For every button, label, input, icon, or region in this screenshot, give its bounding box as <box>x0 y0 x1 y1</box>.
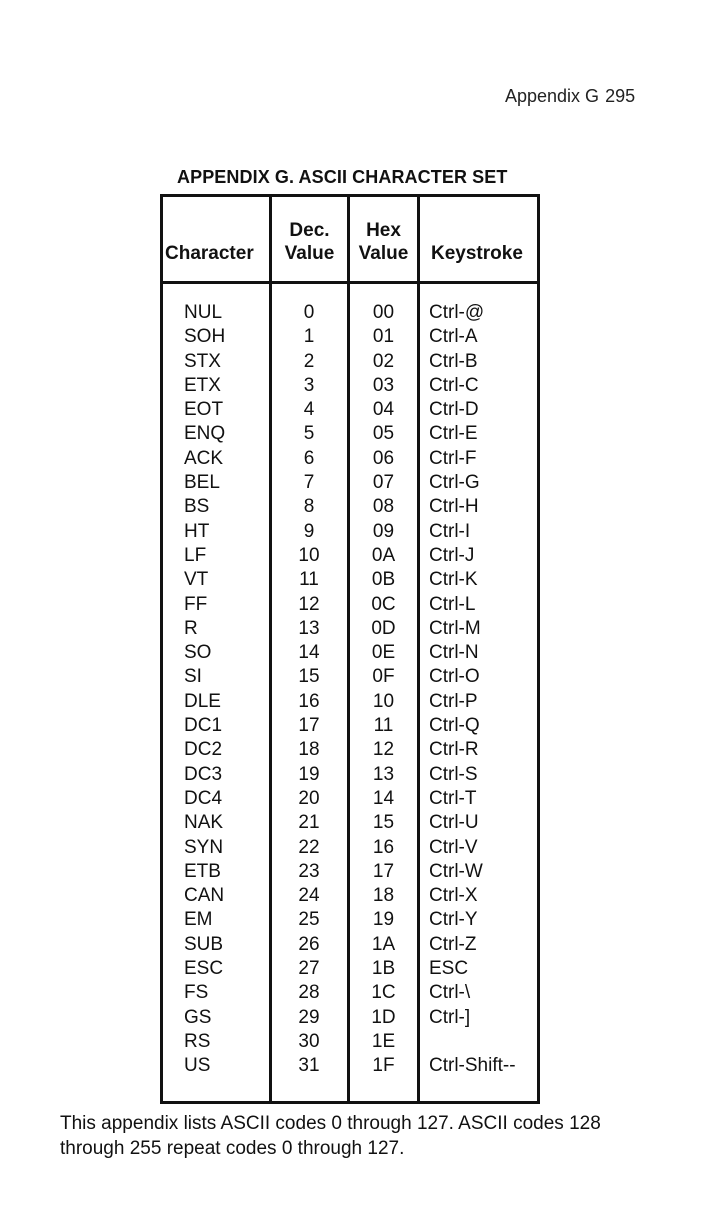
character-cell: ETX <box>184 374 221 396</box>
hex-value-cell: 05 <box>372 423 395 445</box>
hex-value-cell: 00 <box>372 302 395 323</box>
dec-value-cell: 24 <box>298 885 320 907</box>
dec-value-cell: 14 <box>298 642 320 664</box>
hex-value-cell: 02 <box>372 350 395 372</box>
page-number: 295 <box>605 86 636 106</box>
table-row <box>163 908 537 932</box>
dec-value-cell: 13 <box>298 617 320 639</box>
character-cell: DC3 <box>184 763 223 785</box>
dec-value-cell: 31 <box>298 1055 320 1077</box>
table-row <box>163 690 537 714</box>
keystroke-cell: Ctrl-\ <box>429 982 471 1004</box>
keystroke-cell: ESC <box>429 958 469 980</box>
table-row <box>163 374 537 398</box>
hex-value-cell: 1C <box>371 982 396 1004</box>
keystroke-cell: Ctrl-W <box>429 860 483 882</box>
dec-value-cell: 19 <box>298 763 320 785</box>
hex-value-cell: 14 <box>372 787 395 809</box>
character-cell: SOH <box>184 326 226 348</box>
table-row <box>163 763 537 787</box>
hex-value-cell: 0E <box>371 642 396 664</box>
keystroke-cell: Ctrl-] <box>429 1006 471 1028</box>
keystroke-cell: Ctrl-@ <box>429 302 485 323</box>
table-row <box>163 495 537 519</box>
dec-value-cell: 6 <box>303 447 315 469</box>
hex-value-cell: 1A <box>371 933 396 955</box>
character-cell: EOT <box>184 399 224 421</box>
keystroke-cell: Ctrl-F <box>429 447 477 469</box>
table-row <box>163 1054 537 1078</box>
table-row <box>163 398 537 422</box>
keystroke-cell: Ctrl-B <box>429 350 478 372</box>
table-row <box>163 738 537 762</box>
keystroke-cell: Ctrl-J <box>429 544 475 566</box>
table-row <box>163 1030 537 1054</box>
keystroke-cell: Ctrl-O <box>429 666 480 688</box>
dec-value-cell: 15 <box>298 666 320 688</box>
dec-value-cell: 23 <box>298 860 320 882</box>
character-cell: FS <box>184 982 209 1004</box>
hex-value-cell: 01 <box>372 326 395 348</box>
character-cell: DC2 <box>184 739 223 761</box>
hex-value-cell: 1D <box>371 1006 396 1028</box>
hex-value-cell: 0B <box>371 569 396 591</box>
dec-value-cell: 20 <box>298 787 320 809</box>
dec-value-cell: 26 <box>298 933 320 955</box>
character-cell: HT <box>184 520 210 542</box>
keystroke-cell: Ctrl-L <box>429 593 476 615</box>
table-row <box>163 860 537 884</box>
header-hex-line2: Value <box>358 243 409 264</box>
character-cell: ACK <box>184 447 224 469</box>
character-cell: ESC <box>184 958 224 980</box>
dec-value-cell: 11 <box>299 569 319 591</box>
dec-value-cell: 7 <box>303 472 315 494</box>
table-title: APPENDIX G. ASCII CHARACTER SET <box>177 167 508 187</box>
header-hex-line1: Hex <box>366 220 401 241</box>
keystroke-cell: Ctrl-T <box>429 787 477 809</box>
table-row <box>163 544 537 568</box>
keystroke-cell: Ctrl-U <box>429 812 479 834</box>
hex-value-cell: 08 <box>372 496 395 518</box>
dec-value-cell: 3 <box>303 374 315 396</box>
dec-value-cell: 12 <box>298 593 320 615</box>
header-keystroke-label: Keystroke <box>431 243 523 264</box>
keystroke-cell: Ctrl-P <box>429 690 478 712</box>
character-cell: SI <box>184 666 202 688</box>
keystroke-cell: Ctrl-S <box>429 763 478 785</box>
table-row <box>163 350 537 374</box>
keystroke-cell: Ctrl-R <box>429 739 479 761</box>
dec-value-cell: 4 <box>303 399 315 421</box>
dec-value-cell: 29 <box>298 1006 320 1028</box>
character-cell: R <box>184 617 198 639</box>
table-row <box>163 933 537 957</box>
keystroke-cell: Ctrl-Q <box>429 715 480 737</box>
keystroke-cell: Ctrl-N <box>429 642 479 664</box>
dec-value-cell: 22 <box>298 836 320 858</box>
table-body <box>163 301 537 1079</box>
keystroke-cell: Ctrl-G <box>429 472 480 494</box>
hex-value-cell: 11 <box>373 715 394 737</box>
dec-value-cell: 2 <box>303 350 315 372</box>
character-cell: ENQ <box>184 423 226 445</box>
keystroke-cell: Ctrl-H <box>429 496 479 518</box>
hex-value-cell: 15 <box>372 812 395 834</box>
character-cell: GS <box>184 1006 212 1028</box>
character-cell: ETB <box>184 860 221 882</box>
hex-value-cell: 1E <box>371 1030 396 1052</box>
character-cell: NAK <box>184 812 224 834</box>
character-cell: EM <box>184 909 213 931</box>
dec-value-cell: 30 <box>298 1030 320 1052</box>
dec-value-cell: 0 <box>303 302 315 323</box>
dec-value-cell: 5 <box>303 423 315 445</box>
header-character-label: Character <box>165 243 254 264</box>
hex-value-cell: 18 <box>372 885 395 907</box>
dec-value-cell: 17 <box>298 715 320 737</box>
keystroke-cell: Ctrl-I <box>429 520 471 542</box>
table-row <box>163 422 537 446</box>
character-cell: US <box>184 1055 211 1077</box>
dec-value-cell: 25 <box>298 909 320 931</box>
table-row <box>163 520 537 544</box>
header-hex-value <box>350 197 417 281</box>
hex-value-cell: 03 <box>372 374 395 396</box>
hex-value-cell: 0F <box>372 666 395 688</box>
character-cell: BEL <box>184 472 220 494</box>
table-row <box>163 593 537 617</box>
footnote: This appendix lists ASCII codes 0 through 127. ASCII codes 128 through 255 repeat codes 0 through 127. <box>60 1113 601 1159</box>
character-cell: LF <box>184 544 207 566</box>
table-row <box>163 836 537 860</box>
header-keystroke <box>431 197 523 281</box>
keystroke-cell: Ctrl-Y <box>429 909 478 931</box>
character-cell: STX <box>184 350 221 372</box>
keystroke-cell: Ctrl-D <box>429 399 479 421</box>
keystroke-cell: Ctrl-M <box>429 617 481 639</box>
table-row <box>163 787 537 811</box>
character-cell: SUB <box>184 933 224 955</box>
dec-value-cell: 1 <box>303 326 315 348</box>
keystroke-cell: Ctrl-X <box>429 885 478 907</box>
header-dec-value <box>272 197 347 281</box>
dec-value-cell: 27 <box>298 958 320 980</box>
character-cell: NUL <box>184 302 223 323</box>
ascii-table <box>160 194 540 1104</box>
header-character <box>165 197 254 281</box>
table-row <box>163 981 537 1005</box>
dec-value-cell: 9 <box>303 520 315 542</box>
table-row <box>163 325 537 349</box>
header-dec-line1: Dec. <box>289 220 330 241</box>
hex-value-cell: 06 <box>372 447 395 469</box>
character-cell: DLE <box>184 690 221 712</box>
table-row <box>163 1006 537 1030</box>
hex-value-cell: 0A <box>371 544 396 566</box>
keystroke-cell: Ctrl-K <box>429 569 478 591</box>
dec-value-cell: 28 <box>298 982 320 1004</box>
hex-value-cell: 1F <box>372 1055 395 1077</box>
dec-value-cell: 18 <box>298 739 320 761</box>
table-row <box>163 617 537 641</box>
table-row <box>163 641 537 665</box>
hex-value-cell: 0D <box>371 617 396 639</box>
header-divider <box>163 281 537 284</box>
hex-value-cell: 16 <box>372 836 395 858</box>
character-cell: DC4 <box>184 787 223 809</box>
hex-value-cell: 09 <box>372 520 395 542</box>
keystroke-cell: Ctrl-E <box>429 423 478 445</box>
dec-value-cell: 8 <box>303 496 315 518</box>
table-row <box>163 811 537 835</box>
hex-value-cell: 19 <box>372 909 395 931</box>
table-row <box>163 447 537 471</box>
character-cell: DC1 <box>184 715 223 737</box>
keystroke-cell: Ctrl-V <box>429 836 478 858</box>
table-row <box>163 301 537 325</box>
hex-value-cell: 0C <box>371 593 396 615</box>
table-row <box>163 884 537 908</box>
hex-value-cell: 13 <box>372 763 395 785</box>
keystroke-cell: Ctrl-C <box>429 374 479 396</box>
table-row <box>163 568 537 592</box>
character-cell: SYN <box>184 836 224 858</box>
dec-value-cell: 16 <box>298 690 320 712</box>
character-cell: FF <box>184 593 208 615</box>
keystroke-cell: Ctrl-Shift-- <box>429 1055 516 1077</box>
hex-value-cell: 10 <box>372 690 395 712</box>
character-cell: VT <box>184 569 209 591</box>
character-cell: SO <box>184 642 212 664</box>
table-row <box>163 957 537 981</box>
hex-value-cell: 1B <box>371 958 396 980</box>
table-row <box>163 471 537 495</box>
hex-value-cell: 17 <box>372 860 395 882</box>
keystroke-cell: Ctrl-A <box>429 326 478 348</box>
character-cell: BS <box>184 496 210 518</box>
hex-value-cell: 04 <box>372 399 395 421</box>
character-cell: CAN <box>184 885 225 907</box>
dec-value-cell: 21 <box>298 812 320 834</box>
hex-value-cell: 07 <box>372 472 395 494</box>
dec-value-cell: 10 <box>298 544 320 566</box>
table-row <box>163 714 537 738</box>
table-row <box>163 665 537 689</box>
character-cell: RS <box>184 1030 211 1052</box>
keystroke-cell: Ctrl-Z <box>429 933 477 955</box>
running-head-section: Appendix G <box>505 86 600 106</box>
hex-value-cell: 12 <box>372 739 395 761</box>
running-head <box>505 86 635 107</box>
header-dec-line2: Value <box>284 243 335 264</box>
